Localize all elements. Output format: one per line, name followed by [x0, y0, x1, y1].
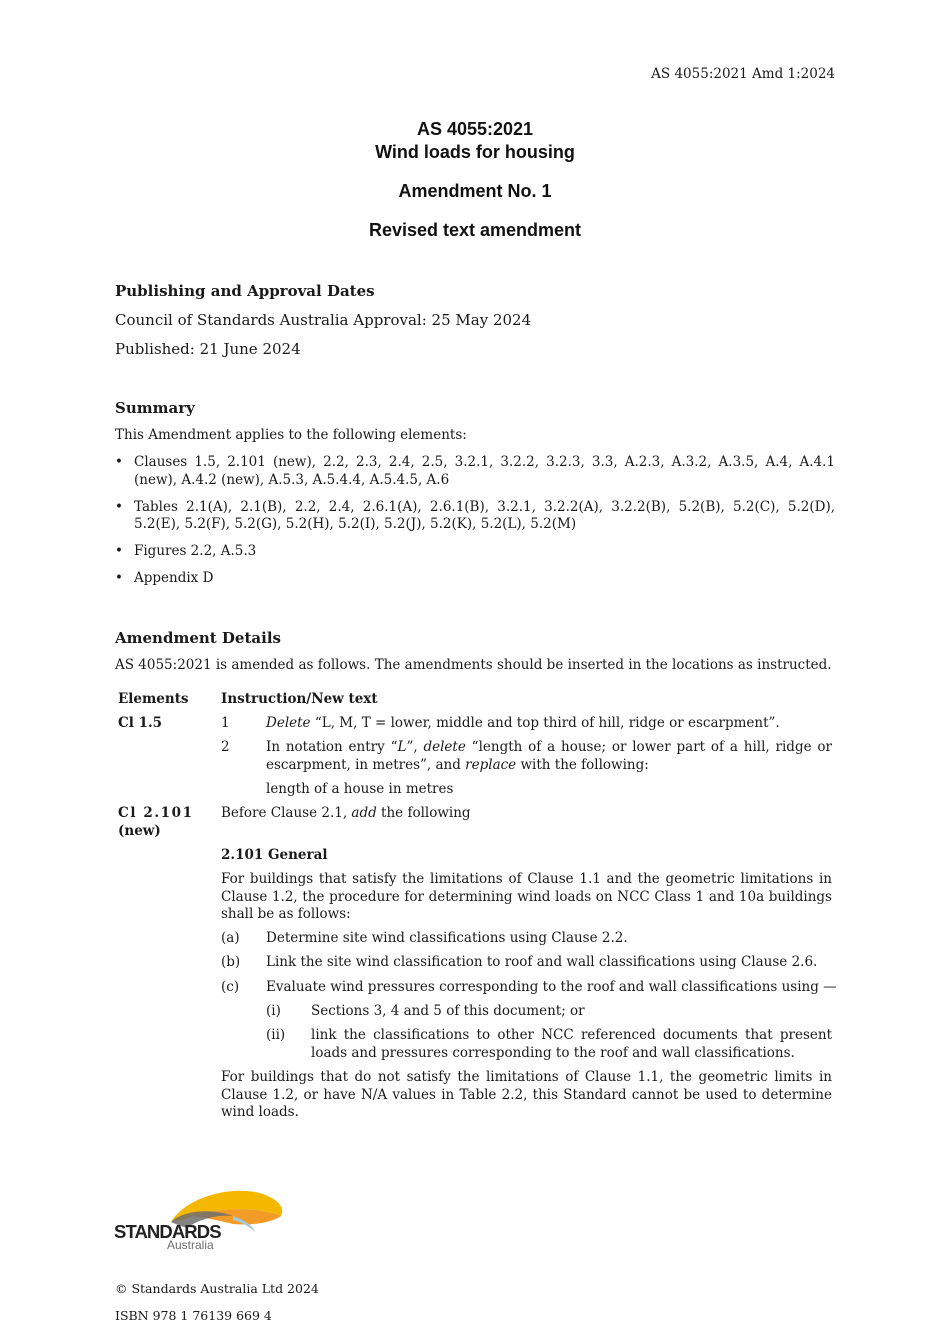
column-header-instruction: Instruction/New text	[221, 691, 378, 707]
instruction-symbol: L	[397, 739, 407, 755]
instruction-text: “length of a house; or lower part of a hill, ridge or escarpment, in metres”, and	[266, 739, 832, 773]
instruction-1	[266, 715, 832, 733]
instruction-verb: delete	[423, 739, 466, 755]
amendment-number: Amendment No. 1	[398, 181, 552, 201]
item-label: (c)	[221, 979, 240, 995]
instruction-verb: add	[351, 805, 377, 821]
item-label: (a)	[221, 930, 240, 946]
logo-wordmark: STANDARDS	[114, 1221, 221, 1242]
summary-heading: Summary	[115, 399, 195, 417]
subitem-text: link the classifications to other NCC referenced documents that present loads and pressures corresponding to the roof and wall classifications.	[311, 1027, 832, 1061]
clause-paragraph: For buildings that satisfy the limitations of Clause 1.1 and the geometric limitations in Clause 1.2, the procedure for determining wind loads on NCC Class 1 and 10a buildings shall be as follows:	[221, 871, 832, 922]
instruction-text: Before Clause 2.1,	[221, 805, 352, 821]
row-element-cl-2-101: Cl 2.101	[118, 805, 194, 821]
instruction-number: 1	[221, 715, 230, 731]
summary-intro: This Amendment applies to the following elements:	[115, 427, 467, 443]
details-intro: AS 4055:2021 is amended as follows. The amendments should be inserted in the locations as instructed.	[115, 657, 832, 673]
replacement-text: length of a house in metres	[266, 781, 454, 797]
document-reference: AS 4055:2021 Amd 1:2024	[651, 66, 835, 82]
instruction-2	[266, 739, 832, 774]
item-text: Determine site wind classifications using Clause 2.2.	[266, 930, 628, 946]
published-date: Published: 21 June 2024	[115, 340, 301, 358]
instruction-text: ”,	[406, 739, 424, 755]
item-text: Evaluate wind pressures corresponding to the roof and wall classifications using —	[266, 979, 837, 995]
summary-list	[115, 454, 835, 597]
isbn: ISBN 978 1 76139 669 4	[115, 1308, 272, 1323]
clause-paragraph: For buildings that do not satisfy the limitations of Clause 1.1, the geometric limits in Clause 1.2, or have N/A values in Table 2.2, this Standard cannot be used to determine wind loads.	[221, 1069, 832, 1120]
instruction-text: with the following:	[516, 756, 649, 773]
logo-subtitle: Australia	[167, 1238, 214, 1252]
list-item: • Figures 2.2, A.5.3	[115, 543, 835, 561]
row-element-cl-1-5: Cl 1.5	[118, 715, 163, 731]
instruction-verb: Delete	[266, 715, 311, 731]
subitem-label: (ii)	[266, 1027, 286, 1043]
title-block	[0, 118, 950, 164]
instruction-verb: replace	[465, 756, 517, 773]
standard-number: AS 4055:2021	[416, 119, 534, 139]
list-item: • Clauses 1.5, 2.101 (new), 2.2, 2.3, 2.4, 2.5, 3.2.1, 3.2.2, 3.2.3, 3.3, A.2.3, A.3.2, A.3.5, A.4, A.4.1 (new), A.4.2 (new), A.5.3, A.5.4.4, A.5.4.5, A.6	[115, 454, 835, 489]
publishing-heading: Publishing and Approval Dates	[115, 282, 375, 300]
standard-name: Wind loads for housing	[375, 142, 575, 162]
instruction-text: In notation entry “	[266, 739, 398, 755]
clause-heading: 2.101 General	[221, 847, 328, 863]
item-label: (b)	[221, 954, 241, 970]
instruction-text: the following	[376, 805, 471, 821]
standards-australia-logo	[113, 1186, 288, 1256]
amendment-type: Revised text amendment	[368, 220, 582, 240]
approval-date: Council of Standards Australia Approval: 25 May 2024	[115, 311, 532, 329]
details-heading: Amendment Details	[115, 629, 281, 647]
subitem-label: (i)	[266, 1003, 281, 1019]
column-header-elements: Elements	[118, 691, 189, 707]
instruction-number: 2	[221, 739, 230, 755]
row-element-new: (new)	[118, 823, 161, 839]
subitem-text: Sections 3, 4 and 5 of this document; or	[311, 1003, 585, 1019]
copyright: © Standards Australia Ltd 2024	[115, 1281, 319, 1296]
row-2-lead	[221, 805, 471, 823]
list-item: • Tables 2.1(A), 2.1(B), 2.2, 2.4, 2.6.1(A), 2.6.1(B), 3.2.1, 3.2.2(A), 3.2.2(B), 5.2(B), 5.2(C), 5.2(D), 5.2(E), 5.2(F), 5.2(G), 5.2(H), 5.2(I), 5.2(J), 5.2(K), 5.2(L), 5.2(M)	[115, 499, 835, 534]
list-item: • Appendix D	[115, 570, 835, 588]
instruction-text: “L, M, T = lower, middle and top third of hill, ridge or escarpment”.	[310, 715, 780, 731]
item-text: Link the site wind classification to roof and wall classifications using Clause 2.6.	[266, 954, 818, 970]
